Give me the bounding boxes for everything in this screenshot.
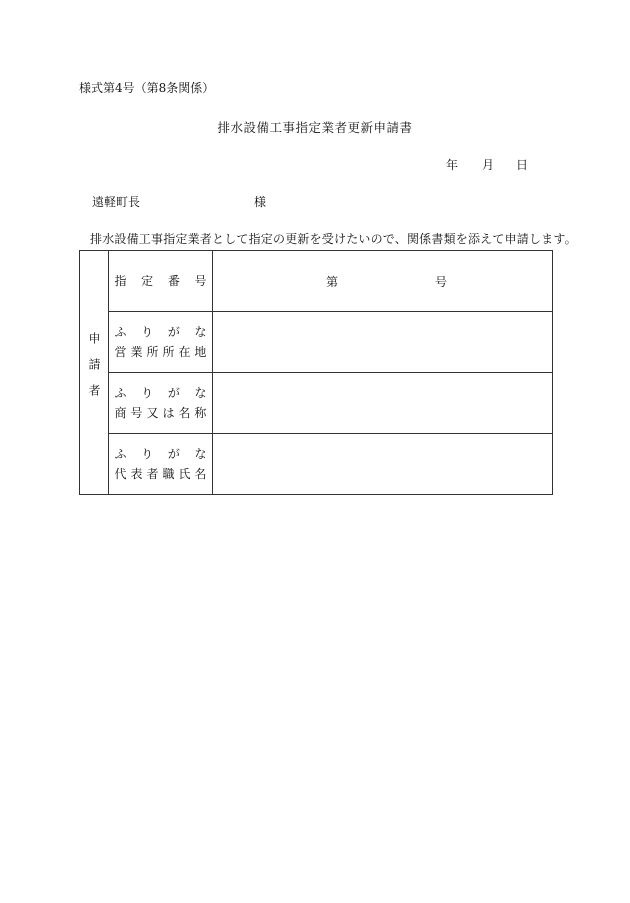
furigana-char: ふ bbox=[114, 447, 127, 461]
label-char: 又 bbox=[146, 406, 159, 420]
addressee-name: 遠軽町長 bbox=[92, 195, 141, 209]
trade-name-field[interactable] bbox=[213, 373, 553, 434]
office-address-label bbox=[115, 342, 207, 362]
furigana-char: が bbox=[167, 386, 180, 400]
label-char: 定 bbox=[141, 274, 154, 288]
label-char: 所 bbox=[162, 345, 175, 359]
furigana-char: な bbox=[194, 386, 207, 400]
application-table bbox=[79, 250, 553, 495]
label-char: 者 bbox=[146, 467, 159, 481]
label-char: 称 bbox=[194, 406, 207, 420]
representative-field[interactable] bbox=[213, 434, 553, 495]
number-suffix: 号 bbox=[434, 274, 447, 289]
designation-number-label-cell bbox=[109, 251, 213, 312]
trade-name-label bbox=[115, 403, 207, 423]
label-char: 商 bbox=[114, 406, 127, 420]
label-char: は bbox=[162, 406, 175, 420]
designation-number-label bbox=[115, 271, 207, 291]
table-row bbox=[80, 373, 553, 434]
furigana-char: り bbox=[141, 447, 154, 461]
addressee-honorific: 様 bbox=[254, 195, 267, 209]
label-char: 職 bbox=[162, 467, 175, 481]
office-address-label-cell bbox=[109, 312, 213, 373]
date-year-label: 年 bbox=[446, 158, 459, 172]
number-prefix: 第 bbox=[326, 274, 339, 289]
table-row bbox=[80, 251, 553, 312]
label-char: 在 bbox=[178, 345, 191, 359]
table-row bbox=[80, 434, 553, 495]
furigana-char: り bbox=[141, 325, 154, 339]
trade-name-label-cell bbox=[109, 373, 213, 434]
furigana-char: な bbox=[194, 447, 207, 461]
furigana-char: ふ bbox=[114, 386, 127, 400]
label-char: 名 bbox=[178, 406, 191, 420]
furigana-char: な bbox=[194, 325, 207, 339]
label-char: 指 bbox=[114, 274, 127, 288]
form-number: 様式第4号（第8条関係） bbox=[79, 81, 215, 95]
furigana-label bbox=[115, 322, 207, 342]
label-char: 所 bbox=[146, 345, 159, 359]
label-char: 業 bbox=[130, 345, 143, 359]
intro-text: 排水設備工事指定業者として指定の更新を受けたいので、関係書類を添えて申請します。 bbox=[90, 232, 577, 246]
furigana-char: が bbox=[167, 447, 180, 461]
applicant-side-cell bbox=[80, 251, 109, 495]
furigana-char: が bbox=[167, 325, 180, 339]
label-char: 氏 bbox=[178, 467, 191, 481]
document-title: 排水設備工事指定業者更新申請書 bbox=[217, 120, 413, 135]
designation-number-field[interactable] bbox=[213, 251, 553, 312]
label-char: 代 bbox=[114, 467, 127, 481]
date-month-label: 月 bbox=[482, 158, 495, 172]
representative-label-cell bbox=[109, 434, 213, 495]
date-day-label: 日 bbox=[516, 158, 529, 172]
label-char: 表 bbox=[130, 467, 143, 481]
label-char: 号 bbox=[130, 406, 143, 420]
label-char: 名 bbox=[194, 467, 207, 481]
label-char: 号 bbox=[194, 274, 207, 288]
applicant-side-label: 申請者 bbox=[87, 332, 101, 410]
office-address-field[interactable] bbox=[213, 312, 553, 373]
furigana-label bbox=[115, 444, 207, 464]
furigana-char: ふ bbox=[114, 325, 127, 339]
label-char: 地 bbox=[194, 345, 207, 359]
label-char: 営 bbox=[114, 345, 127, 359]
label-char: 番 bbox=[167, 274, 180, 288]
representative-label bbox=[115, 464, 207, 484]
table-row bbox=[80, 312, 553, 373]
furigana-label bbox=[115, 383, 207, 403]
furigana-char: り bbox=[141, 386, 154, 400]
